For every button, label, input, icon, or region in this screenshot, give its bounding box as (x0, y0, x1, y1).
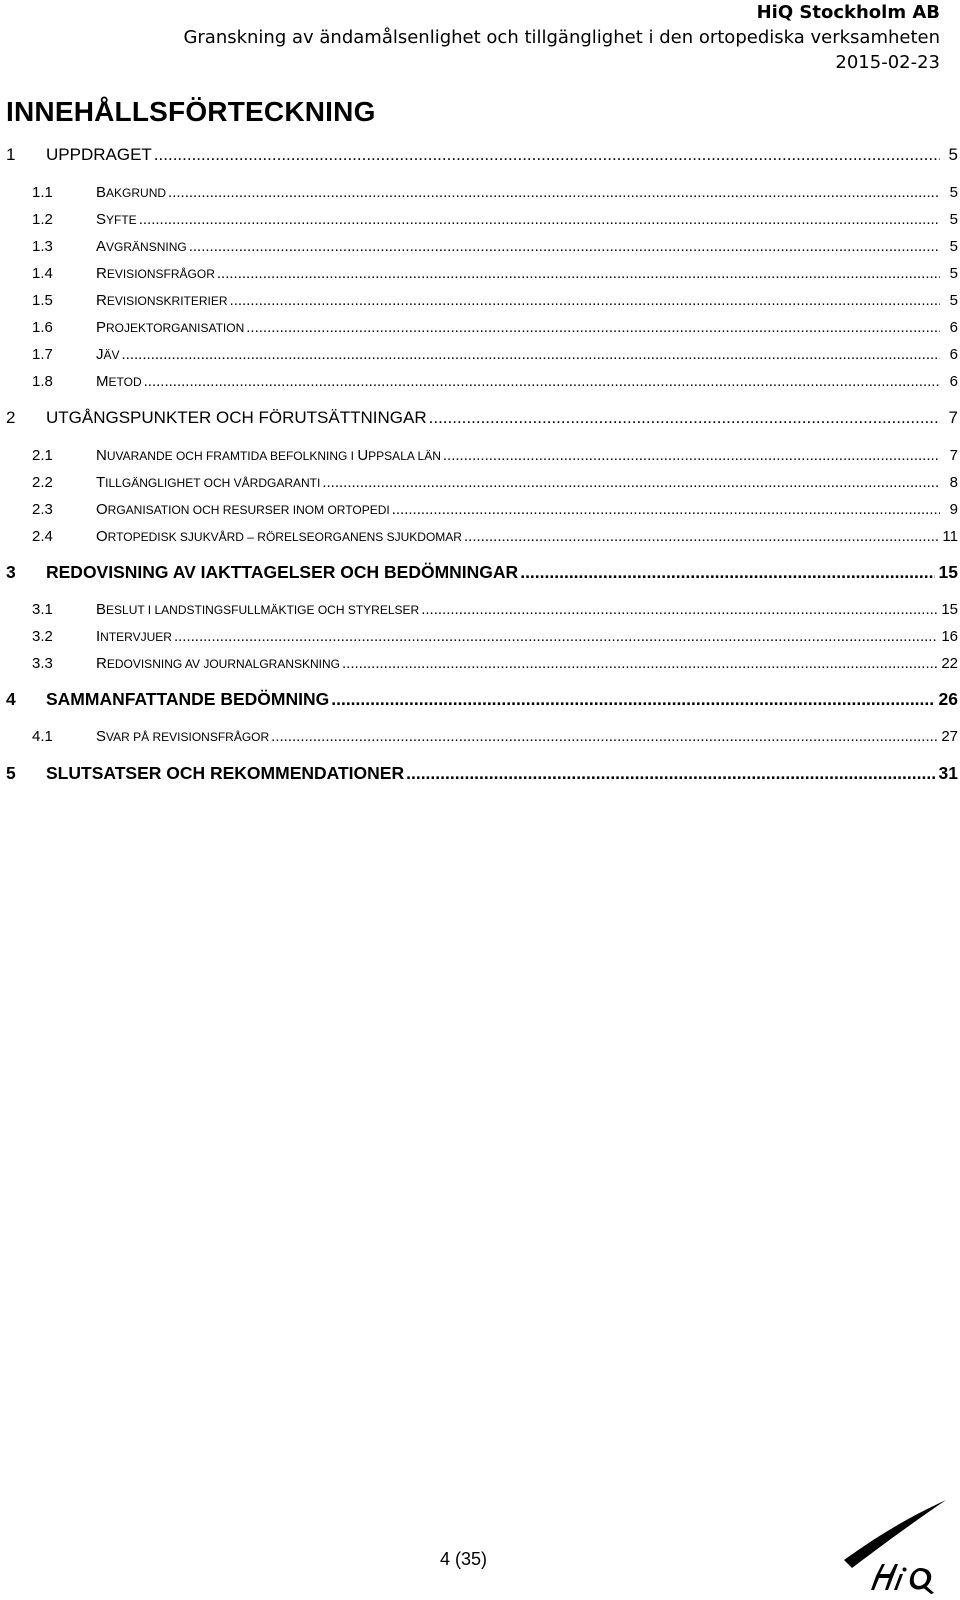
toc-entry-page: 15 (941, 601, 958, 618)
page-number: 4 (35) (440, 1549, 488, 1569)
toc-entry-5[interactable] (6, 763, 958, 784)
toc-entry-number: 1 (6, 145, 16, 164)
toc-entry-label: SYFTE (96, 211, 137, 228)
page-header (183, 0, 940, 75)
toc-entry-label: BAKGRUND (96, 184, 167, 201)
toc-entry-page: 7 (948, 408, 958, 427)
toc-leader-dots (429, 408, 940, 428)
toc-entry-number: 1.5 (32, 292, 53, 309)
toc-leader-dots (168, 184, 940, 201)
toc-leader-dots (189, 238, 940, 255)
toc-entry-label: UPPDRAGET (46, 145, 152, 164)
toc-entry-label: BESLUT I LANDSTINGSFULLMÄKTIGE OCH STYRELSER (96, 601, 420, 618)
toc-entry-page: 16 (941, 628, 958, 645)
toc-entry-number: 4 (6, 689, 16, 709)
toc-leader-dots (139, 211, 940, 228)
toc-entry-1-7[interactable] (6, 346, 958, 363)
toc-entry-page: 11 (942, 528, 958, 545)
toc-entry-page: 15 (938, 562, 958, 582)
toc-entry-2-4[interactable] (6, 528, 958, 545)
header-subtitle: Granskning av ändamålsenlighet och tillgänglighet i den ortopediska verksamheten (183, 27, 940, 48)
toc-leader-dots (443, 447, 940, 464)
toc-entry-page: 7 (949, 447, 958, 464)
toc-title: INNEHÅLLSFÖRTECKNING (6, 96, 376, 127)
toc-entry-number: 3.1 (32, 601, 53, 618)
toc-entry-number: 3.3 (32, 655, 53, 672)
toc-entry-3-3[interactable] (6, 655, 958, 672)
toc-entry-number: 1.4 (32, 265, 53, 282)
toc-leader-dots (520, 562, 934, 583)
toc-entry-1-8[interactable] (6, 373, 958, 390)
toc-entry-1-4[interactable] (6, 265, 958, 282)
toc-leader-dots (392, 501, 940, 518)
toc-entry-label: METOD (96, 373, 142, 390)
toc-entry-number: 5 (6, 763, 16, 783)
toc-entry-number: 1.6 (32, 319, 53, 336)
toc-entry-number: 1.1 (32, 184, 53, 201)
toc-entry-number: 1.3 (32, 238, 53, 255)
toc-entry-number: 1.2 (32, 211, 53, 228)
toc-entry-label: SVAR PÅ REVISIONSFRÅGOR (96, 728, 270, 745)
toc-entry-label: NUVARANDE OCH FRAMTIDA BEFOLKNING I UPPSALA LÄN (96, 447, 441, 464)
toc-entry-page: 5 (949, 292, 958, 309)
toc-entry-4-1[interactable] (6, 728, 958, 745)
toc-entry-label: REDOVISNING AV JOURNALGRANSKNING (96, 655, 340, 672)
toc-entry-page: 5 (949, 238, 958, 255)
toc-entry-label: ORGANISATION OCH RESURSER INOM ORTOPEDI (96, 501, 390, 518)
toc-entry-page: 26 (938, 689, 958, 709)
toc-entry-number: 4.1 (32, 728, 53, 745)
toc-entry-page: 5 (948, 145, 958, 164)
toc-leader-dots (174, 628, 937, 645)
toc-leader-dots (154, 145, 940, 165)
toc-entry-1-2[interactable] (6, 211, 958, 228)
toc-entry-label: REVISIONSFRÅGOR (96, 265, 215, 282)
toc-entry-page: 31 (938, 763, 958, 783)
toc-entry-page: 8 (949, 474, 958, 491)
toc-leader-dots (122, 346, 940, 363)
toc-entry-3[interactable] (6, 562, 958, 583)
toc-entry-page: 6 (949, 319, 958, 336)
toc-leader-dots (464, 528, 938, 545)
toc-entry-number: 2.4 (32, 528, 53, 545)
toc-entry-1-5[interactable] (6, 292, 958, 309)
toc-entry-page: 27 (941, 728, 958, 745)
toc-leader-dots (406, 763, 934, 784)
header-company: HiQ Stockholm AB (756, 2, 940, 23)
toc-entry-1-3[interactable] (6, 238, 958, 255)
toc-entry-label: INTERVJUER (96, 628, 172, 645)
toc-entry-label: AVGRÄNSNING (96, 238, 187, 255)
toc-entry-1[interactable] (6, 145, 958, 165)
toc-entry-label: SLUTSATSER OCH REKOMMENDATIONER (46, 763, 405, 783)
toc-leader-dots (331, 689, 934, 710)
toc-leader-dots (421, 601, 937, 618)
toc-entry-number: 2.3 (32, 501, 53, 518)
toc-entry-2[interactable] (6, 408, 958, 428)
toc-entry-label: SAMMANFATTANDE BEDÖMNING (46, 689, 330, 709)
toc-entry-page: 22 (941, 655, 958, 672)
hiq-logo-icon (842, 1498, 954, 1598)
toc-entry-3-2[interactable] (6, 628, 958, 645)
toc-entry-number: 2.1 (32, 447, 53, 464)
toc-entry-page: 5 (949, 184, 958, 201)
toc-entry-number: 1.7 (32, 346, 53, 363)
toc-leader-dots (322, 474, 940, 491)
toc-entry-label: PROJEKTORGANISATION (96, 319, 245, 336)
toc-entry-label: REDOVISNING AV IAKTTAGELSER OCH BEDÖMNINGAR (46, 562, 519, 582)
toc-entry-label: UTGÅNGSPUNKTER OCH FÖRUTSÄTTNINGAR (46, 408, 427, 427)
toc-leader-dots (246, 319, 940, 336)
toc-entry-3-1[interactable] (6, 601, 958, 618)
toc-entry-number: 3.2 (32, 628, 53, 645)
toc-entry-page: 9 (949, 501, 958, 518)
toc-leader-dots (342, 655, 937, 672)
toc-entry-number: 2.2 (32, 474, 53, 491)
toc-entry-number: 3 (6, 562, 16, 582)
header-date: 2015-02-23 (835, 52, 940, 73)
toc-entry-label: REVISIONSKRITERIER (96, 292, 228, 309)
toc-entry-4[interactable] (6, 689, 958, 710)
toc-entry-label: ORTOPEDISK SJUKVÅRD – RÖRELSEORGANENS SJUKDOMAR (96, 528, 462, 545)
toc-entry-label: TILLGÄNGLIGHET OCH VÅRDGARANTI (96, 474, 321, 491)
toc-entry-page: 5 (949, 265, 958, 282)
toc-leader-dots (230, 292, 940, 309)
toc-entry-page: 6 (949, 373, 958, 390)
toc-entry-number: 2 (6, 408, 16, 427)
toc-entry-1-1[interactable] (6, 184, 958, 201)
toc-entry-2-2[interactable] (6, 474, 958, 491)
toc-entry-label: JÄV (96, 346, 120, 363)
toc-leader-dots (144, 373, 940, 390)
toc-entry-page: 6 (949, 346, 958, 363)
toc-entry-1-6[interactable] (6, 319, 958, 336)
toc-entry-number: 1.8 (32, 373, 53, 390)
toc-leader-dots (217, 265, 940, 282)
toc-leader-dots (271, 728, 937, 745)
toc-entry-page: 5 (949, 211, 958, 228)
toc-entry-2-1[interactable] (6, 447, 958, 464)
toc-entry-2-3[interactable] (6, 501, 958, 518)
